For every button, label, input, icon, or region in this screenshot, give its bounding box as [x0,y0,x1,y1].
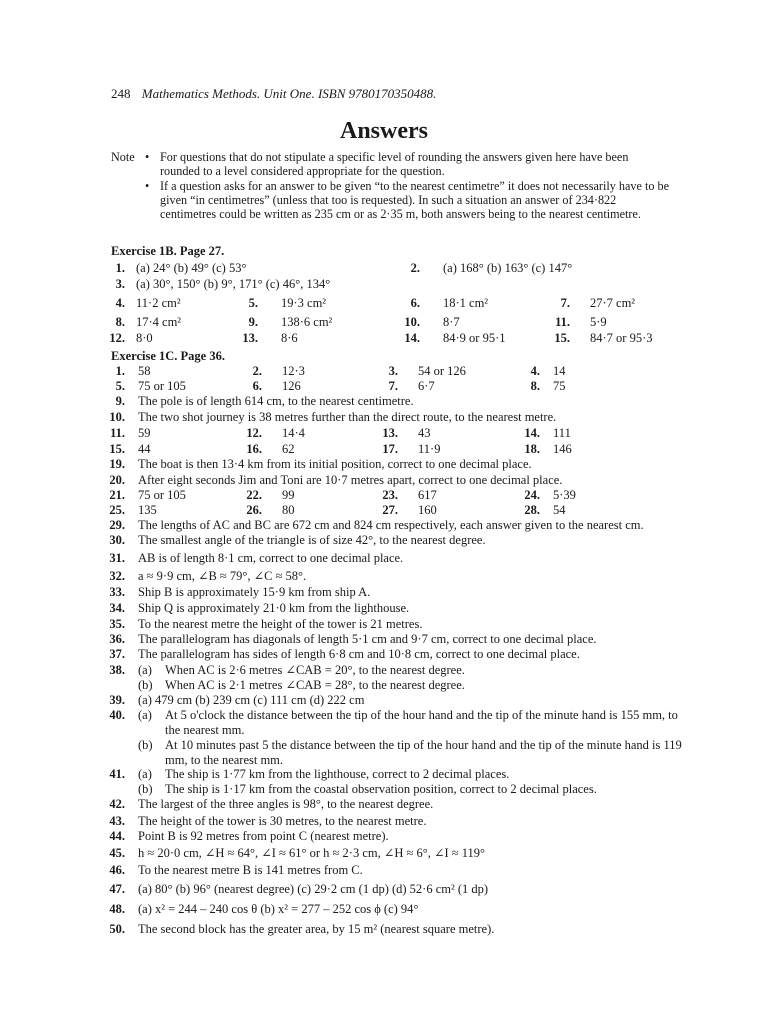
answer-text: After eight seconds Jim and Toni are 10·7 metres apart, correct to one decimal place. [138,473,563,487]
book-title: Mathematics Methods. Unit One. [141,86,315,101]
question-number: 21. [109,488,125,502]
bullet-icon: • [145,150,150,164]
question-number: 15. [109,442,125,456]
question-number: 7. [560,296,570,310]
question-number: 22. [246,488,262,502]
sub-part-label: (a) [138,767,152,781]
answer-text: 5·9 [590,315,607,329]
answer-row [0,569,768,584]
answer-row [0,797,768,812]
answer-row [0,426,768,441]
answer-text: When AC is 2·6 metres ∠CAB = 20°, to the nearest degree. [165,663,465,677]
answer-text: 80 [282,503,295,517]
answer-text: 111 [553,426,571,440]
question-number: 24. [524,488,540,502]
answer-text: 18·1 cm² [443,296,489,310]
answer-text: 8·6 [281,331,298,345]
question-number: 3. [388,364,398,378]
answer-row [0,533,768,548]
question-number: 29. [109,518,125,532]
question-number: 48. [109,902,125,916]
answer-text: At 5 o'clock the distance between the tip of the hour hand and the tip of the minute hand is 155 mm, to the nearest mm. [165,708,678,737]
answer-text: 146 [553,442,572,456]
question-number: 5. [248,296,258,310]
answer-row [0,632,768,647]
answer-text: Ship B is approximately 15·9 km from ship A. [138,585,371,599]
isbn: ISBN 9780170350488. [317,86,437,101]
answer-text: 5·39 [553,488,576,502]
question-number: 16. [246,442,262,456]
sub-part-label: (b) [138,738,153,752]
question-number: 35. [109,617,125,631]
answer-text: 54 [553,503,566,517]
answer-text: 126 [282,379,301,393]
question-number: 11. [110,426,125,440]
answer-text: To the nearest metre B is 141 metres from C. [138,863,363,877]
note-bullet-2: • If a question asks for an answer to be given “to the nearest centimetre” it does not necessarily have to be given “in centimetres” (unless that too is requested). In such a situation an answer of 234·822 centimetres could be written as 235 cm or as 2·35 m, both answers being to the nearest centimetre. [145,179,669,222]
answer-row [0,488,768,503]
answer-text: 12·3 [282,364,305,378]
question-number: 8. [530,379,540,393]
question-number: 20. [109,473,125,487]
answer-row [0,767,768,782]
answer-text: The ship is 1·77 km from the lighthouse, correct to 2 decimal places. [165,767,510,781]
question-number: 14. [524,426,540,440]
answer-text: 138·6 cm² [281,315,333,329]
answer-text: 59 [138,426,151,440]
answer-text: 99 [282,488,295,502]
answer-text: The ship is 1·17 km from the coastal observation position, correct to 2 decimal places. [165,782,597,796]
answer-row [0,882,768,897]
answer-text: 11·2 cm² [136,296,181,310]
question-number: 36. [109,632,125,646]
answer-text: (a) 30°, 150° (b) 9°, 171° (c) 46°, 134° [136,277,331,291]
sub-part-label: (a) [138,663,152,677]
answer-text: (a) 479 cm (b) 239 cm (c) 111 cm (d) 222 cm [138,693,365,707]
answer-text: (a) 80° (b) 96° (nearest degree) (c) 29·2 cm (1 dp) (d) 52·6 cm² (1 dp) [138,882,489,896]
answer-row [0,902,768,917]
exercise-1b-heading: Exercise 1B. Page 27. [111,244,225,258]
sub-part-label: (a) [138,708,152,722]
running-header [111,86,436,102]
answer-text: The largest of the three angles is 98°, to the nearest degree. [138,797,434,811]
answer-text: 58 [138,364,151,378]
question-number: 27. [382,503,398,517]
answer-text: 62 [282,442,295,456]
question-number: 23. [382,488,398,502]
question-number: 34. [109,601,125,615]
answer-text: The second block has the greater area, by 15 m² (nearest square metre). [138,922,495,936]
question-number: 45. [109,846,125,860]
answer-row [0,296,768,311]
answer-text: 14 [553,364,566,378]
answer-text: The smallest angle of the triangle is of size 42°, to the nearest degree. [138,533,486,547]
answer-text: (a) 168° (b) 163° (c) 147° [443,261,573,275]
question-number: 1. [115,261,125,275]
answer-row [0,829,768,844]
answer-text: 19·3 cm² [281,296,327,310]
question-number: 11. [555,315,570,329]
question-number: 10. [109,410,125,424]
answer-text: (a) x² = 244 – 240 cos θ (b) x² = 277 – 252 cos ϕ (c) 94° [138,902,419,916]
question-number: 4. [115,296,125,310]
question-number: 2. [252,364,262,378]
answer-text: The lengths of AC and BC are 672 cm and 824 cm respectively, each answer given to the nearest cm. [138,518,644,532]
question-number: 39. [109,693,125,707]
answer-text: The parallelogram has diagonals of length 5·1 cm and 9·7 cm, correct to one decimal place. [138,632,597,646]
question-number: 43. [109,814,125,828]
question-number: 8. [115,315,125,329]
answer-row [0,922,768,937]
answer-text: The height of the tower is 30 metres, to the nearest metre. [138,814,427,828]
answer-row [0,473,768,488]
answer-row [0,379,768,394]
answer-text: Point B is 92 metres from point C (nearest metre). [138,829,389,843]
answer-text: 14·4 [282,426,305,440]
answer-row [0,663,768,678]
question-number: 18. [524,442,540,456]
question-number: 13. [242,331,258,345]
answer-row [0,442,768,457]
answer-text: The two shot journey is 38 metres further than the direct route, to the nearest metre. [138,410,557,424]
answer-text: 160 [418,503,437,517]
question-number: 2. [410,261,420,275]
answer-row [0,277,768,292]
answer-text: The parallelogram has sides of length 6·8 cm and 10·8 cm, correct to one decimal place. [138,647,580,661]
bullet-icon: • [145,179,150,193]
question-number: 19. [109,457,125,471]
answer-row [0,814,768,829]
answer-row [0,457,768,472]
sub-part-label: (b) [138,678,153,692]
answer-text: 617 [418,488,437,502]
question-number: 12. [109,331,125,345]
question-number: 47. [109,882,125,896]
answer-text: 43 [418,426,431,440]
answer-row [0,678,768,693]
answer-text: 8·7 [443,315,460,329]
answer-row [0,863,768,878]
answer-text: AB is of length 8·1 cm, correct to one decimal place. [138,551,404,565]
answer-text: 8·0 [136,331,153,345]
question-number: 17. [382,442,398,456]
answer-row [0,410,768,425]
question-number: 10. [404,315,420,329]
question-number: 50. [109,922,125,936]
question-number: 26. [246,503,262,517]
page-number: 248 [111,86,131,101]
question-number: 30. [109,533,125,547]
question-number: 40. [109,708,125,722]
answer-row [0,585,768,600]
question-number: 9. [248,315,258,329]
answer-text: To the nearest metre the height of the tower is 21 metres. [138,617,423,631]
question-number: 5. [115,379,125,393]
answer-text: a ≈ 9·9 cm, ∠B ≈ 79°, ∠C ≈ 58°. [138,569,307,583]
question-number: 3. [115,277,125,291]
answer-row [0,261,768,276]
question-number: 25. [109,503,125,517]
answer-row [0,503,768,518]
note-bullet-1: • For questions that do not stipulate a specific level of rounding the answers given here have been rounded to a level considered appropriate for the question. [145,150,629,179]
question-number: 28. [524,503,540,517]
answer-row [0,551,768,566]
question-number: 33. [109,585,125,599]
exercise-1c-heading: Exercise 1C. Page 36. [111,349,225,363]
answer-row [0,738,768,768]
answer-text: 84·7 or 95·3 [590,331,653,345]
question-number: 32. [109,569,125,583]
answer-text: 75 or 105 [138,379,186,393]
answer-text: (a) 24° (b) 49° (c) 53° [136,261,247,275]
question-number: 7. [388,379,398,393]
question-number: 6. [410,296,420,310]
question-number: 44. [109,829,125,843]
question-number: 46. [109,863,125,877]
question-number: 42. [109,797,125,811]
answer-text: h ≈ 20·0 cm, ∠H ≈ 64°, ∠I ≈ 61° or h ≈ 2·3 cm, ∠H ≈ 6°, ∠I ≈ 119° [138,846,485,860]
answer-text: 11·9 [418,442,441,456]
answer-row [0,364,768,379]
answer-text: 84·9 or 95·1 [443,331,506,345]
question-number: 37. [109,647,125,661]
answer-row [0,315,768,330]
answer-text: 75 [553,379,566,393]
answer-text: 54 or 126 [418,364,466,378]
question-number: 15. [554,331,570,345]
answer-row [0,518,768,533]
page-title: Answers [340,118,428,144]
answer-text: 27·7 cm² [590,296,636,310]
question-number: 41. [109,767,125,781]
question-number: 6. [252,379,262,393]
answer-text: 135 [138,503,157,517]
question-number: 4. [530,364,540,378]
answer-row [0,617,768,632]
sub-part-label: (b) [138,782,153,796]
answer-text: 44 [138,442,151,456]
answer-row [0,394,768,409]
answer-row [0,782,768,797]
question-number: 13. [382,426,398,440]
answer-text: 6·7 [418,379,435,393]
question-number: 38. [109,663,125,677]
answer-row [0,846,768,861]
answer-text: 17·4 cm² [136,315,182,329]
answer-text: Ship Q is approximately 21·0 km from the lighthouse. [138,601,410,615]
question-number: 14. [404,331,420,345]
answer-row [0,647,768,662]
answer-text: The pole is of length 614 cm, to the nearest centimetre. [138,394,414,408]
answer-text: When AC is 2·1 metres ∠CAB = 28°, to the nearest degree. [165,678,465,692]
answer-text: At 10 minutes past 5 the distance between the tip of the hour hand and the tip of the minute hand is 119 mm, to the nearest mm. [165,738,682,767]
question-number: 12. [246,426,262,440]
answer-row [0,693,768,708]
answer-row [0,601,768,616]
question-number: 9. [115,394,125,408]
question-number: 1. [115,364,125,378]
answer-text: 75 or 105 [138,488,186,502]
note-label: Note [111,150,135,164]
answer-row [0,708,768,738]
answer-text: The boat is then 13·4 km from its initial position, correct to one decimal place. [138,457,532,471]
answer-row [0,331,768,346]
question-number: 31. [109,551,125,565]
